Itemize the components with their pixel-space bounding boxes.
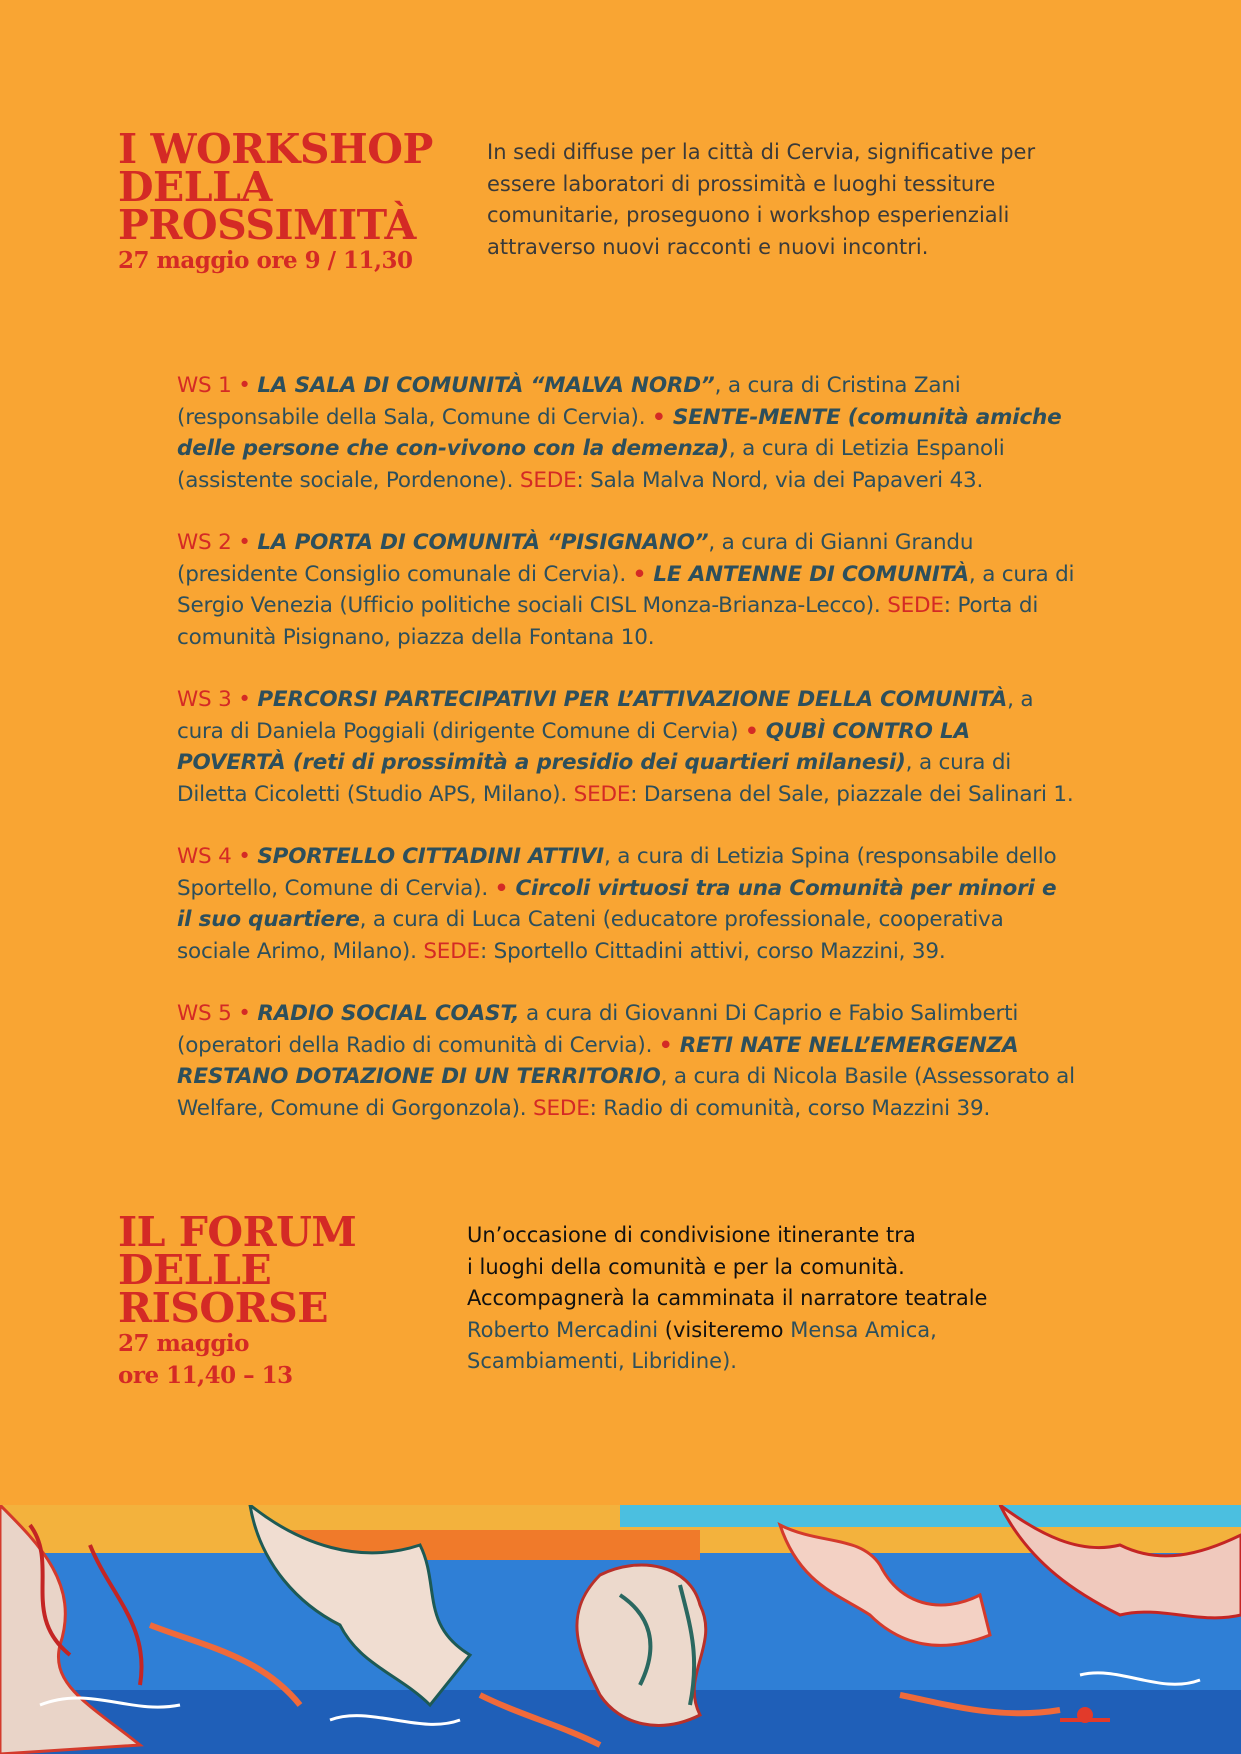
workshop-title: SPORTELLO CITTADINI ATTIVI — [257, 844, 604, 869]
workshop-subtitle: RETI NATE NELL’EMERGENZA RESTANO DOTAZIONE DI UN TERRITORIO — [177, 1032, 1019, 1089]
workshops-title-line-2: DELLA — [118, 163, 272, 211]
forum-heading — [118, 1208, 418, 1393]
workshop-item-2 — [177, 527, 1077, 653]
forum-text-line: Accompagnerà la camminata il narratore teatrale — [467, 1286, 988, 1310]
workshop-label: WS 1 • — [177, 373, 258, 398]
forum-date: 27 maggio — [118, 1330, 249, 1357]
workshop-title: LA PORTA DI COMUNITÀ “PISIGNANO” — [257, 530, 709, 555]
workshop-label: WS 5 • — [177, 1001, 258, 1026]
painting-artwork — [0, 1505, 1241, 1754]
workshops-title-line-3: PROSSIMITÀ — [118, 201, 416, 249]
workshops-title-line-1: I WORKSHOP — [118, 125, 433, 173]
workshop-title: RADIO SOCIAL COAST, — [257, 1001, 520, 1026]
workshop-subtitle: QUBÌ CONTRO LA POVERTÀ (reti di prossimità a presidio dei quartieri milanesi) — [177, 718, 970, 775]
workshop-bullet: • — [744, 718, 766, 744]
painting-illustration — [0, 1505, 1241, 1754]
sede-label: SEDE — [573, 781, 631, 807]
workshops-date: 27 maggio ore 9 / 11,30 — [118, 247, 413, 274]
forum-title-line-3: RISORSE — [118, 1284, 329, 1332]
forum-time: ore 11,40 – 13 — [118, 1362, 293, 1389]
sede-label: SEDE — [533, 1095, 590, 1121]
workshop-text: , a cura di Diletta Cicoletti (Studio APS, Milano). — [177, 750, 1012, 807]
workshop-bullet: • — [494, 875, 516, 901]
workshop-title: LA SALA DI COMUNITÀ “MALVA NORD” — [257, 373, 715, 398]
narrator-name: Roberto Mercadini — [467, 1317, 659, 1342]
workshop-subtitle: SENTE-MENTE (comunità amiche delle persone che con-vivono con la demenza) — [177, 404, 1062, 461]
workshop-text: , a cura di Nicola Basile (Assessorato al Welfare, Comune di Gorgonzola). — [177, 1064, 1075, 1121]
workshop-label: WS 2 • — [177, 530, 258, 555]
workshop-text: , a cura di Sergio Venezia (Ufficio politiche sociali CISL Monza-Brianza-Lecco). — [177, 561, 1075, 618]
visit-intro: (visiteremo — [658, 1317, 791, 1342]
workshop-label: WS 4 • — [177, 844, 258, 869]
workshop-text: , a cura di Gianni Grandu (presidente Consiglio comunale di Cervia). — [177, 530, 974, 587]
workshops-heading — [118, 125, 478, 276]
workshop-bullet: • — [652, 404, 673, 430]
workshop-title: PERCORSI PARTECIPATIVI PER L’ATTIVAZIONE DELLA COMUNITÀ — [257, 687, 1008, 712]
forum-text-line: i luoghi della comunità e per la comunità. — [467, 1254, 905, 1279]
sede-label: SEDE — [423, 938, 480, 964]
sede-address: : Sportello Cittadini attivi, corso Mazzini, 39. — [479, 938, 946, 964]
workshop-text: a cura di Giovanni Di Caprio e Fabio Salimberti (operatori della Radio di comunità di Cervia). — [177, 1001, 1019, 1058]
workshop-text: , a cura di Luca Cateni (educatore professionale, cooperativa sociale Arimo, Milano). — [177, 907, 1004, 964]
workshops-intro: In sedi diffuse per la città di Cervia, significative per essere laboratori di prossimità e luoghi tessiture comunitarie, proseguono i workshop esperienziali attraverso nuovi racconti e nuovi incontri. — [487, 140, 1036, 259]
workshop-label: WS 3 • — [177, 687, 258, 712]
forum-description — [467, 1220, 1067, 1378]
sede-address: : Darsena del Sale, piazzale dei Salinari 1. — [630, 781, 1074, 807]
forum-text-line: Un’occasione di condivisione itinerante tra — [467, 1223, 916, 1247]
workshop-bullet: • — [658, 1032, 680, 1058]
sede-label: SEDE — [519, 467, 577, 493]
workshop-list — [177, 370, 1077, 1155]
workshop-text: , a cura di Daniela Poggiali (dirigente Comune di Cervia) — [177, 687, 1034, 744]
forum-title-line-1: IL FORUM — [118, 1208, 357, 1256]
workshop-text: , a cura di Letizia Spina (responsabile dello Sportello, Comune di Cervia). — [177, 844, 1057, 901]
workshop-item-5 — [177, 998, 1077, 1124]
sede-address: : Radio di comunità, corso Mazzini 39. — [589, 1095, 991, 1121]
forum-text-line — [467, 1315, 1067, 1378]
visit-places: Mensa Amica, Scambiamenti, Libridine). — [467, 1317, 937, 1373]
workshop-subtitle: LE ANTENNE DI COMUNITÀ — [653, 561, 969, 587]
forum-title-line-2: DELLE — [118, 1246, 272, 1294]
sede-label: SEDE — [887, 593, 944, 618]
workshop-text: , a cura di Letizia Espanoli (assistente sociale, Pordenone). — [177, 436, 1005, 493]
sede-address: : Porta di comunità Pisignano, piazza della Fontana 10. — [177, 593, 1039, 650]
workshop-text: , a cura di Cristina Zani (responsabile della Sala, Comune di Cervia). — [177, 373, 961, 430]
workshop-bullet: • — [632, 561, 654, 587]
workshop-item-1 — [177, 370, 1077, 496]
workshop-item-3 — [177, 684, 1077, 810]
workshop-subtitle: Circoli virtuosi tra una Comunità per minori e il suo quartiere — [177, 875, 1057, 932]
sede-address: : Sala Malva Nord, via dei Papaveri 43. — [576, 467, 984, 493]
workshop-item-4 — [177, 841, 1077, 967]
